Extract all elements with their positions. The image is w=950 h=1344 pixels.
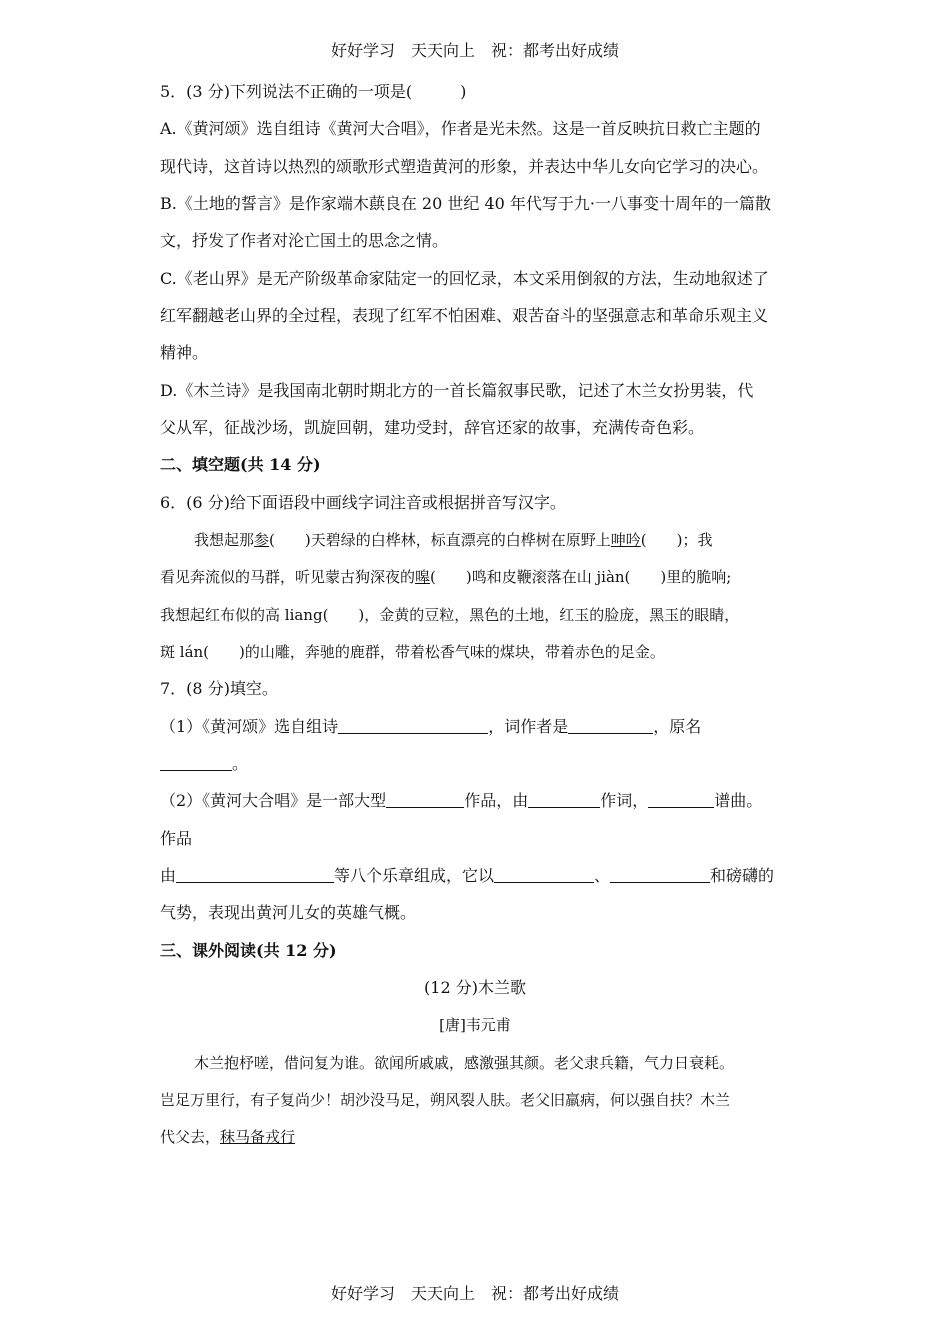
reading-line3: 代父去，秣马备戎行 [160,1128,296,1146]
underlined-word-shenyin: 呻吟 [610,531,641,549]
answer-blank[interactable] [338,717,488,734]
q7-stem: 7．(8 分)填空。 [160,679,278,698]
q7-part1: （1）《黄河颂》选自组诗 ，词作者是 ，原名 [160,717,702,736]
q6-passage-line1: 我想起那参( )天碧绿的白桦林，标直漂亮的白桦树在原野上呻吟( )；我 [194,531,713,549]
q5-option-d-line2: 父从军，征战沙场，凯旋回朝，建功受封，辞官还家的故事，充满传奇色彩。 [160,418,705,437]
answer-blank[interactable] [494,866,594,883]
q5-option-b-line2: 文，抒发了作者对沦亡国土的思念之情。 [160,231,449,250]
q6-passage-line3: 我想起红布似的高 liang( )，金黄的豆粒，黑色的土地，红玉的脸庞，黑玉的眼睛， [160,606,740,624]
page-footer: 好好学习 天天向上 祝：都考出好成绩 [330,1284,619,1303]
underlined-phrase: 秣马备戎行 [220,1128,296,1146]
q6-stem: 6．(6 分)给下面语段中画线字词注音或根据拼音写汉字。 [160,493,566,512]
answer-blank[interactable] [386,791,464,808]
q5-option-c-line2: 红军翻越老山界的全过程，表现了红军不怕困难、艰苦奋斗的坚强意志和革命乐观主义 [160,306,769,325]
answer-blank[interactable] [568,717,653,734]
q5-option-c-line1: C.《老山界》是无产阶级革命家陆定一的回忆录，本文采用倒叙的方法，生动地叙述了 [160,269,769,288]
answer-blank[interactable] [648,791,714,808]
q5-option-b-line1: B.《土地的誓言》是作家端木蕻良在 20 世纪 40 年代写于九·一八事变十周年的一篇散 [160,194,771,213]
q6-passage-line2: 看见奔流似的马群，听见蒙古狗深夜的嗥( )鸣和皮鞭滚落在山 jiàn( )里的脆响; [160,568,732,586]
reading-title: (12 分)木兰歌 [424,978,526,997]
q5-option-c-line3: 精神。 [160,343,209,362]
reading-line1: 木兰抱杼嗟，借问复为谁。欲闻所戚戚，感激强其颜。老父隶兵籍，气力日衰耗。 [194,1054,735,1072]
section-2-heading: 二、填空题(共 14 分) [160,455,321,474]
q7-part1-cont: 。 [160,754,248,774]
answer-blank[interactable] [528,791,600,808]
q5-option-a-line2: 现代诗，这首诗以热烈的颂歌形式塑造黄河的形象，并表达中华儿女向它学习的决心。 [160,157,769,176]
q5-option-d-line1: D.《木兰诗》是我国南北朝时期北方的一首长篇叙事民歌，记述了木兰女扮男装，代 [160,381,754,400]
answer-blank[interactable] [176,866,334,883]
q5-stem: 5．(3 分)下列说法不正确的一项是( ) [160,82,467,101]
underlined-char-hao: 嗥 [415,568,431,586]
q7-part2-line3: 由 等八个乐章组成，它以 、 和磅礴的 [160,866,775,885]
section-3-heading: 三、课外阅读(共 12 分) [160,941,337,960]
answer-blank[interactable] [610,866,710,883]
q6-passage-line4: 斑 lán( )的山雕，奔驰的鹿群，带着松香气味的煤块，带着赤色的足金。 [160,643,665,661]
reading-line2: 岂足万里行，有子复尚少！胡沙没马足，朔风裂人肤。老父旧羸病，何以强自扶？木兰 [160,1091,731,1109]
answer-blank[interactable] [160,754,232,771]
underlined-char-can: 参 [254,531,270,549]
reading-author: [唐]韦元甫 [439,1016,511,1034]
q5-option-a-line1: A.《黄河颂》选自组诗《黄河大合唱》，作者是光未然。这是一首反映抗日救亡主题的 [160,119,761,138]
page-header: 好好学习 天天向上 祝：都考出好成绩 [330,41,619,60]
q7-part2: （2）《黄河大合唱》是一部大型 作品，由 作词， 谱曲。 [160,791,763,810]
q7-part2-cont: 作品 [160,829,193,848]
q7-part2-line4: 气势，表现出黄河儿女的英雄气概。 [160,903,417,922]
